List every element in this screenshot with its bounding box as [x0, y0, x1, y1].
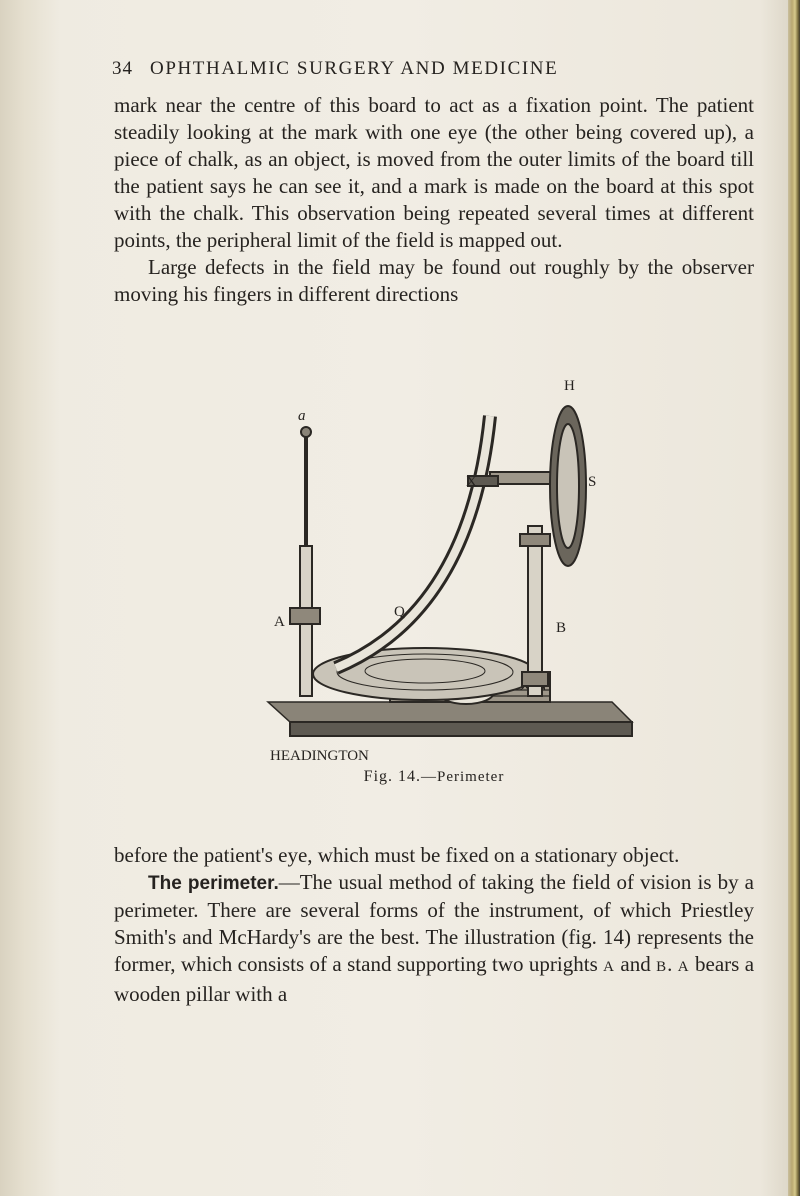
label-h: H [564, 378, 575, 394]
text-block-bottom [114, 842, 754, 1008]
perimeter-illustration [240, 376, 670, 766]
caption-figure-number: Fig. 14. [363, 768, 422, 785]
perimeter-tail: bears a wooden pillar with a [114, 952, 755, 1006]
maker-signature: HEADINGTON [270, 748, 369, 764]
label-q: Q [394, 604, 405, 620]
caption-title: —Perimeter [421, 769, 505, 785]
label-a-lower: a [298, 408, 306, 424]
perimeter-lead: —The usual method of taking the field of vision is by a perimeter. There are several forms of the instrument, of which Priestley Smith's and McHardy's are the best. The illustration (fig. 14) represents the former, which consists of a stand supporting two uprights [114, 870, 755, 976]
base-front [290, 722, 632, 736]
text-block-top [114, 92, 754, 308]
page-number: 34 [112, 58, 133, 79]
rod-a-knob [301, 427, 311, 437]
disc-wheel-face [557, 424, 579, 548]
page-gutter-shadow [0, 0, 60, 1196]
page-edge [788, 0, 800, 1196]
label-b: B [556, 620, 567, 636]
paragraph-perimeter [114, 869, 754, 1008]
ref-a: A [603, 959, 615, 975]
label-x: X [466, 474, 477, 490]
upright-b-collar [520, 534, 550, 546]
paragraph-large-defects: Large defects in the field may be found out roughly by the observer moving his fingers in different directions [114, 255, 754, 306]
side-heading-perimeter: The perimeter. [148, 873, 279, 894]
period: . [667, 952, 673, 976]
perimeter-drawing [240, 376, 670, 766]
ref-b: B [656, 959, 668, 975]
running-head: OPHTHALMIC SURGERY AND MEDICINE [150, 58, 559, 79]
base-top [268, 702, 632, 722]
paragraph-fixation: mark near the centre of this board to act as a fixation point. The patient steadily looking at the mark with one eye (the other being covered up), a piece of chalk, as an object, is moved from the outer limits of the board till the patient says he can see it, and a mark is made on the board at this spot with the chalk. This observation being repeated several times at different points, the peripheral limit of the field is mapped out. [114, 93, 754, 252]
figure-caption [114, 768, 754, 786]
upright-b-foot [522, 672, 548, 686]
paragraph-stationary: before the patient's eye, which must be fixed on a stationary object. [114, 843, 680, 867]
quadrant-arc [336, 416, 490, 668]
label-a-upper: A [274, 614, 285, 630]
upright-a-clamp [290, 608, 320, 624]
upright-b [528, 526, 542, 696]
label-s: S [588, 474, 597, 490]
page-header [112, 58, 752, 86]
word-and: and [620, 952, 651, 976]
ref-a-second: A [677, 959, 690, 975]
